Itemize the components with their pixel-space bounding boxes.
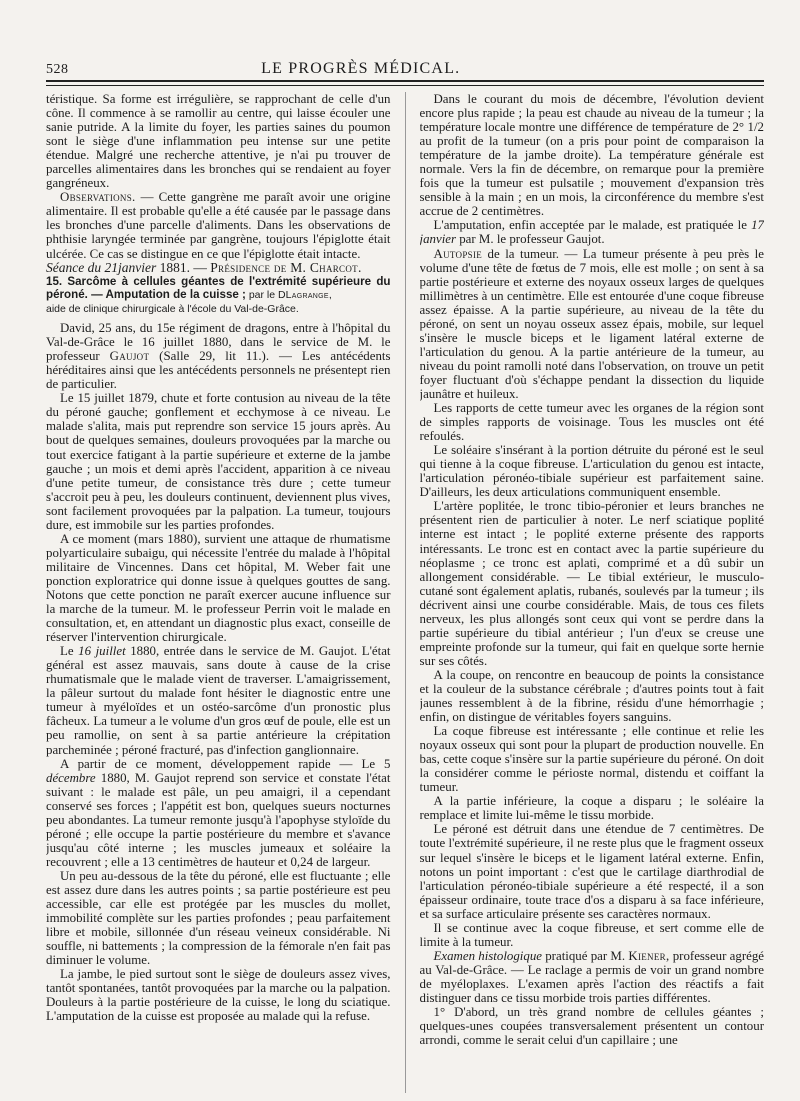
paragraph-text: — Cette gangrène me paraît avoir une origine alimentaire. Il est probable qu'elle a été causée par le passage dans les bronches d'une parcelle d'aliments. Dans les observations de phthisie laryngée terminée par gangrène, toujours l'épiglotte était ulcérée. Ce cas se distingue en ce que l'épiglotte était intacte. xyxy=(46,190,391,261)
paragraph-text: par M. le professeur Gaujot. xyxy=(456,232,605,247)
paragraph: Les rapports de cette tumeur avec les organes de la région sont de simples rapports de voisinage. Tous les muscles ont été refoulés. xyxy=(419,401,764,444)
paragraph xyxy=(46,190,391,260)
paragraph: 1° D'abord, un très grand nombre de cellules géantes ; quelques-unes coupées transversalement présentent un contour arrondi, comme le serait celui d'un capillaire ; une xyxy=(419,1005,764,1048)
text-columns xyxy=(46,92,764,1093)
running-header xyxy=(46,56,764,78)
paragraph-text: L'amputation, enfin acceptée par le malade, est pratiquée le xyxy=(433,218,752,233)
session-label: Séance du xyxy=(46,259,105,275)
journal-title: LE PROGRÈS MÉDICAL. xyxy=(261,60,461,77)
paragraph xyxy=(420,247,765,402)
paragraph xyxy=(46,644,391,756)
header-rule xyxy=(46,80,764,86)
paragraph xyxy=(46,321,391,391)
paragraph: Un peu au-dessous de la tête du péroné, elle est fluctuante ; elle est assez dure dans les autres points ; sa partie postérieure est peu accessible, car elle est protégée par les muscles du mollet, immobilité complète sur les parties profondes ; peau parfaitement libre et mobile, sillonnée d'un réseau veineux considérable. Ni souffle, ni battements ; la compression de la fémorale n'en fait pas diminuer le volume. xyxy=(46,868,391,968)
paragraph xyxy=(420,949,765,1005)
paragraph: Le soléaire s'insérant à la portion détruite du péroné est le seul qui tienne à la coque fibreuse. L'articulation du genou est intacte, l'articulation péronéo-tibiale supérieur est parfaitement saine. D'ailleurs, les deux articulations communiquent ensemble. xyxy=(419,443,764,500)
paragraph xyxy=(420,218,765,246)
session-heading xyxy=(46,261,391,275)
paragraph: Il se continue avec la coque fibreuse, et sert comme elle de limite à la tumeur. xyxy=(419,920,764,949)
paragraph-text: David, 25 ans, du 15e régiment de dragons, entre à l'hôpital du Val-de-Grâce le 16 juillet 1880, dans le service de M. le professeur xyxy=(46,321,391,364)
paragraph: téristique. Sa forme est irrégulière, se rapprochant de celle d'un cône. Il commence à se ramollir au centre, qui laisse écouler une sanie putride. A la limite du foyer, les parties saines du poumon sont le siège d'une inflammation peu intense sur une petite étendue. Malgré une recherche attentive, je n'ai pu trouver de parcelles alimentaires dans les bronches qui se rendaient au foyer gangréneux. xyxy=(46,92,391,191)
section-label: Autopsie xyxy=(433,246,483,261)
paragraph-text: 1880, entrée dans le service de M. Gaujot. L'état général est assez mauvais, sans doute à cause de la crise rhumatismale que le malade vient de traverser. L'amaigrissement, la pâleur surtout du malade font hésiter le diagnostic entre une tumeur à myéloïdes et un ostéo-sarcôme d'un pronostic plus fâcheux. La tumeur a le volume d'un gros œuf de poule, elle est un peu ramollie, on sent à sa partie antérieure la crépitation parcheminée ; péroné fracturé, pas d'infection ganglionnaire. xyxy=(46,644,391,757)
date-text: 17 janvier xyxy=(419,218,764,247)
paragraph: L'artère poplitée, le tronc tibio-péronier et leurs branches ne présentent rien de particulier à noter. Le nerf sciatique poplité interne est intact ; le poplité externe présente des rapports intéressants. Le tronc est en contact avec la partie supérieure du néoplasme ; ce tronc est aplati, comprimé et a dû subir un allongement considérable. — Le tibial extérieur, le musculo-cutané sont également aplatis, rubanés, soulevés par la tumeur ; ils décrivent ainsi une courbe considérable. Mais, de tous ces filets nerveux, les plus allongés sont ceux qui vont se perdre dans la partie supérieure du tibial antérieur ; l'un d'eux se creuse une empreinte profonde sur la tumeur, qui fait en quelque sorte hernie sur ses côtés. xyxy=(419,499,764,668)
paragraph: Le péroné est détruit dans une étendue de 7 centimètres. De toute l'extrémité supérieure, il ne reste plus que le fragment osseux sur lequel s'insère le biceps et le ligament latéral externe. Enfin, notons un point important : c'est que le cartilage diarthrodial de l'articulation péronéo-tibiale supérieure a été respecté, il a son épaisseur ordinaire, toute trace d'os a disparu à sa face inférieure, et sa surface articulaire présente ses caractères normaux. xyxy=(419,822,764,921)
paragraph-text: A partir de ce moment, développement rapide — Le 5 xyxy=(60,756,391,771)
date-text: 16 juillet xyxy=(78,644,126,659)
session-year: 1881. — xyxy=(156,259,211,275)
date-text: décembre xyxy=(46,770,96,785)
article-title xyxy=(46,275,391,317)
section-label: Examen histologique xyxy=(433,948,542,963)
paragraph: La jambe, le pied surtout sont le siège de douleurs assez vives, tantôt spontanées, tantôt provoquées par la marche ou la palpation. Douleurs à la partie postérieure de la cuisse, le long du sciatique. L'amputation de la cuisse est proposée au malade qui la refuse. xyxy=(46,967,391,1024)
paragraph-text: professeur agrégé au Val-de-Grâce. — Le raclage a permis de voir un grand nombre de myéloplaxes. L'examen après l'action des réactifs a fait distinguer dans ce tissu morbide trois parties différentes. xyxy=(419,948,764,1005)
author-name: Lagrange, xyxy=(285,289,333,302)
left-column xyxy=(46,92,391,1093)
paragraph: A la coupe, on rencontre en beaucoup de points la consistance et la couleur de la substance cérébrale ; d'autres points tout à fait jaunes ressemblent à de la fibrine, résidu d'une hémorrhagie ; enfin, on distingue de véritables foyers sanguins. xyxy=(419,667,764,725)
paragraph-text: 1880, M. Gaujot reprend son service et constate l'état suivant : le malade est pâle, un peu amaigri, il a cependant conservé ses forces ; l'appétit est bon, quelques sueurs nocturnes peu abondantes. La tumeur remonte jusqu'à l'apophyse styloïde du péroné ; elle occupe la partie postérieure du membre et s'avance jusqu'au côté interne ; les muscles jumeaux et soléaire la recouvrent ; elle a 13 centimètres de hauteur et 0,24 de largeur. xyxy=(46,770,391,869)
section-label: Observations. xyxy=(60,190,136,205)
paragraph-text: (Salle 29, lit 11.). — Les antécédents héréditaires ainsi que les antécédents personnels ne présentept rien de particulier. xyxy=(46,349,391,392)
paragraph: Le 15 juillet 1879, chute et forte contusion au niveau de la tête du péroné gauche; gonflement et ecchymose à ce niveau. Le malade s'alita, mais put reprendre son service 15 jours après. Au bout de quelques semaines, douleurs provoquées par la marche ou tout exercice fatigant à la partie supérieure et externe de la jambe gauche ; un mois et demi après l'accident, apparition à ce niveau d'une petite tumeur, de consistance très dure ; cette tumeur s'accroit peu à peu, les douleurs continuent, deviennent plus vives, sont facilement provoquées par la palpation. La tumeur, toujours dure, est immobile sur les parties profondes. xyxy=(46,391,391,532)
paragraph: A ce moment (mars 1880), survient une attaque de rhumatisme polyarticulaire subaigu, qui nécessite l'entrée du malade à l'hôpital militaire de Vincennes. Dans cet hôpital, M. Weber fait une ponction exploratrice qui donne issue à quelques gouttes de sang. Notons que cette ponction ne paraît exercer aucune influence sur la marche de la tumeur. M. le professeur Perrin voit le malade en consultation, et, en attendant un diagnostic plus exact, conseille de réserver l'intervention chirurgicale. xyxy=(46,531,391,645)
paragraph-text: Le xyxy=(60,644,79,659)
person-name: Gaujot xyxy=(109,349,150,364)
session-president: Présidence de M. Charcot. xyxy=(210,259,362,275)
author-prefix: par le D xyxy=(245,289,286,302)
session-date: 21janvier xyxy=(104,259,157,275)
right-column xyxy=(420,92,765,1093)
paragraph-text: pratiqué par M. xyxy=(542,948,629,963)
paragraph xyxy=(46,757,391,869)
paragraph: A la partie inférieure, la coque a disparu ; le soléaire la remplace et limite lui-même le tissu morbide. xyxy=(419,794,764,823)
page-number: 528 xyxy=(46,62,69,77)
article-title-text: 15. Sarcôme à cellules géantes de l'extrémité supérieure du péroné. — Amputation de la cuisse ; xyxy=(46,274,391,302)
paragraph: Dans le courant du mois de décembre, l'évolution devient encore plus rapide ; la peau est chaude au niveau de la tumeur ; la température locale montre une différence de température de 2° 1/2 au profit de la tumeur (on a pris pour point de comparaison la température de la jambe droite). La température générale est normale. Vers la fin de décembre, on remarque pour la première fois que la tumeur est pulsatile ; mouvement d'expansion très sensible à la main ; en un mois, la circonférence du membre s'est accrue de 2 centimètres. xyxy=(419,92,764,219)
paragraph: La coque fibreuse est intéressante ; elle continue et relie les noyaux osseux qui sont pour la plupart de production nouvelle. En bas, cette coque s'insère sur la partie supérieure du péroné. On doit la considérer comme le périoste normal, distendu et coiffant la tumeur. xyxy=(419,724,764,795)
paragraph-text: de la tumeur. — La tumeur présente à peu près le volume d'une tête de fœtus de 7 mois, elle est molle ; on sent à sa partie postérieure et externe des noyaux osseux larges de quelques millimètres à un centimètre. Elle est entourée d'une coque fibreuse assez épaisse. A la partie supérieure, au niveau de la tête du péroné, on sent un noyau osseux assez épais, mobile, sur lequel s'insère le muscle biceps et le ligament latéral externe de l'articulation du genou. A la partie antérieure de la tumeur, au niveau du point ramolli noté dans l'observation, on trouve un petit foyer fluctuant d'où s'échappe pendant la dissection du liquide jaunâtre et huileux. xyxy=(419,246,764,401)
person-name: Kiener, xyxy=(628,948,670,963)
author-affiliation: aide de clinique chirurgicale à l'école du Val-de-Grâce. xyxy=(46,302,299,315)
column-divider xyxy=(405,92,406,1093)
